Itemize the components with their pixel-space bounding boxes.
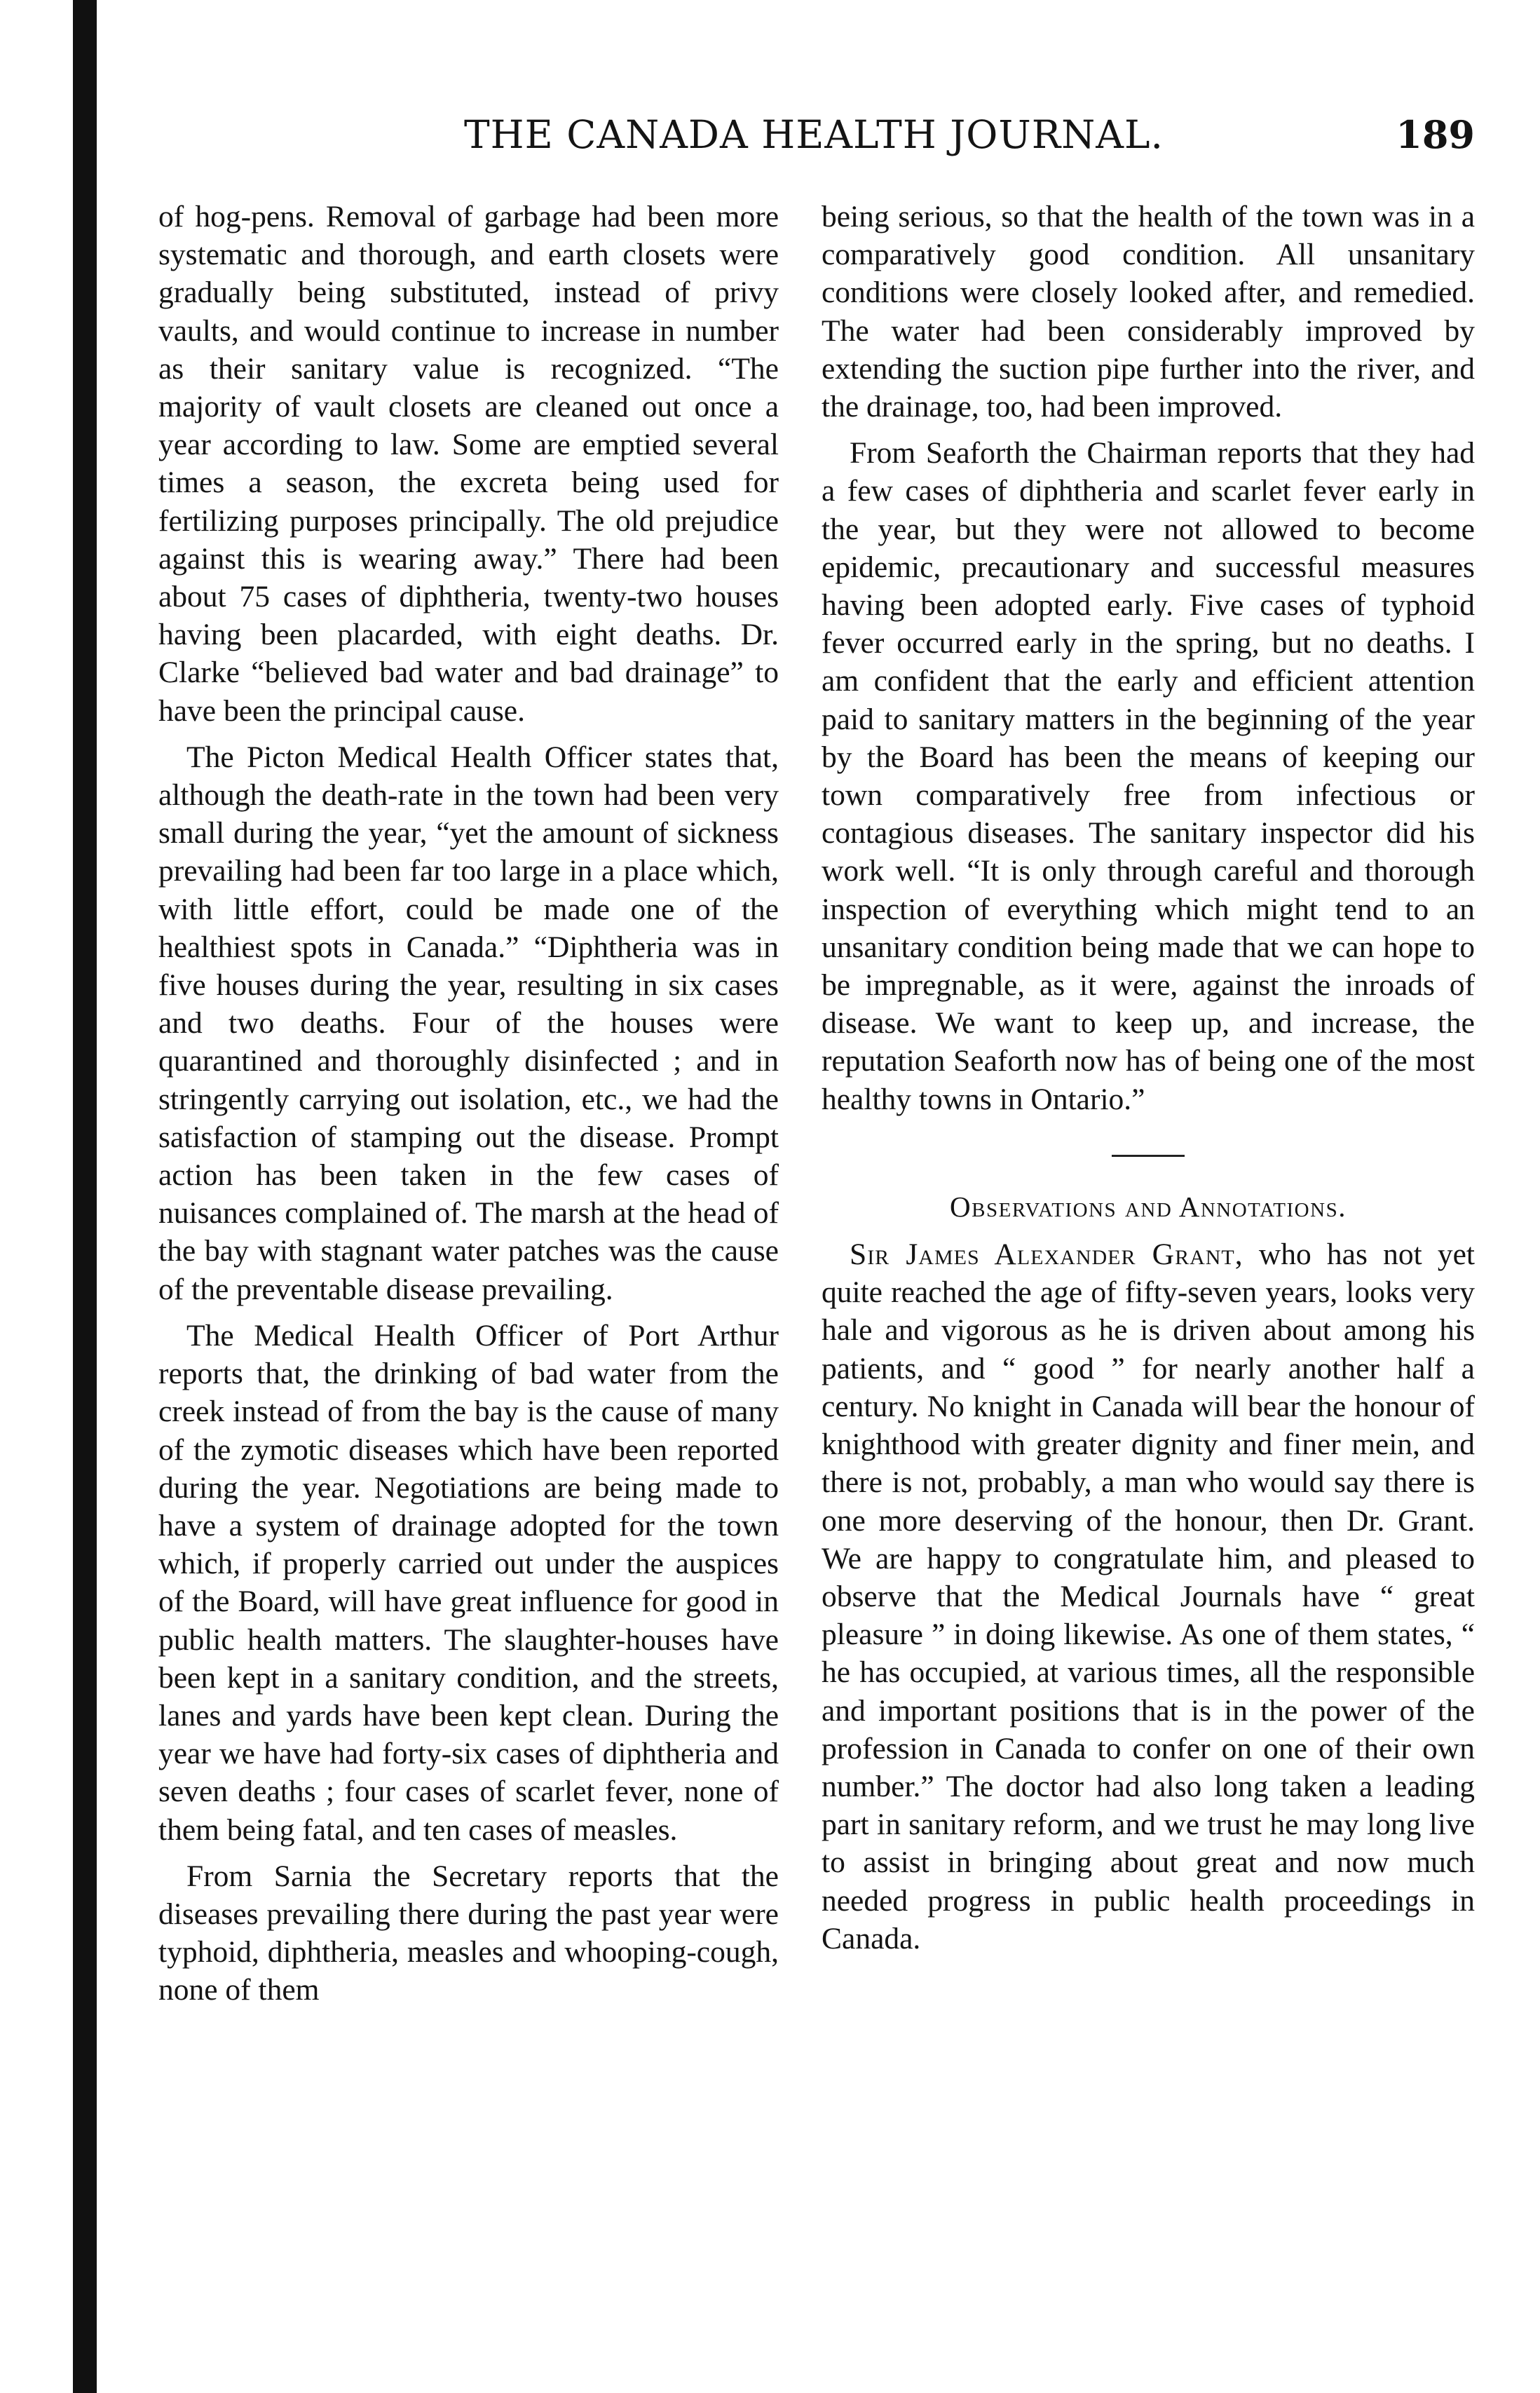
paragraph: of hog-pens. Removal of garbage had been more systematic and thorough, and earth closets were gradually being substituted, instead of privy vaults, and would continue to increase in number as their sanitary value is recognized. “The majority of vault closets are cleaned out once a year according to law. Some are emptied several times a season, the excreta being used for fertilizing purposes principally. The old prejudice against this is wearing away.” There had been about 75 cases of diphtheria, twenty-two houses having been placarded, with eight deaths. Dr. Clarke “believed bad water and bad drainage” to have been the principal cause. bbox=[158, 200, 779, 728]
running-title: THE CANADA HEALTH JOURNAL. bbox=[464, 112, 1164, 157]
paragraph-text: who has not yet quite reached the age of fifty-seven years, looks very hale and vigorous as he is driven about among his patients, and “ good ” for nearly another half a century. No knight in Canada will bear the honour of knighthood with greater dignity and finer mein, and there is not, probably, a man who would say there is one more deserving of the honour, then Dr. Grant. We are happy to congratulate him, and pleased to observe that the Medical Journals have “ great pleasure ” in doing likewise. As one of them states, “ he has occupied, at various times, all the responsible and important positions that is in the power of the profession in Canada to confer on one of their own number.” The doctor had also long taken a leading part in sanitary reform, and we trust he may long live to assist in bringing about great and now much needed progress in public health proceedings in Canada. bbox=[822, 1238, 1475, 1955]
page-binding-edge bbox=[73, 0, 97, 2393]
page-number: 189 bbox=[1396, 112, 1475, 157]
paragraph: The Picton Medical Health Officer states that, although the death-rate in the town had been very small during the year, “yet the amount of sickness prevailing had been far too large in a place which, with little effort, could be made one of the healthiest spots in Canada.” “Diphtheria was in five houses during the year, resulting in six cases and two deaths. Four of the houses were quarantined and thoroughly disinfected ; and in stringently carrying out isolation, etc., we had the satisfaction of stamping out the disease. Prompt action has been taken in the few cases of nuisances complained of. The marsh at the head of the bay with stagnant water patches was the cause of the preventable disease prevailing. bbox=[158, 740, 779, 1306]
paragraph: From Sarnia the Secretary reports that the diseases prevailing there during the past year were typhoid, diphtheria, measles and whooping-cough, none of them bbox=[158, 1859, 779, 2007]
left-column bbox=[158, 198, 779, 2336]
person-name: Sir James Alexander Grant, bbox=[850, 1238, 1243, 1272]
paragraph: The Medical Health Officer of Port Arthur reports that, the drinking of bad water from the creek instead of from the bay is the cause of many of the zymotic diseases which have been reported during the year. Negotiations are being made to have a system of drainage adopted for the town which, if properly carried out under the auspices of the Board, will have great influence for good in public health matters. The slaughter-houses have been kept in a sanitary condition, and the streets, lanes and yards have been kept clean. During the year we have had forty-six cases of diphtheria and seven deaths ; four cases of scarlet fever, none of them being fatal, and ten cases of measles. bbox=[158, 1318, 779, 1847]
page-header bbox=[464, 112, 1475, 168]
paragraph: being serious, so that the health of the town was in a comparatively good condition. All unsanitary conditions were closely looked after, and remedied. The water had been considerably improved by extending the suction pipe further into the river, and the drainage, too, had been improved. bbox=[822, 200, 1475, 424]
section-heading: Observations and Annotations. bbox=[950, 1190, 1347, 1223]
binding-mark bbox=[83, 2195, 87, 2223]
paragraph: From Seaforth the Chairman reports that they had a few cases of diphtheria and scarlet fever early in the year, but they were not allowed to become epidemic, precautionary and successful measures having been adopted early. Five cases of typhoid fever occurred early in the spring, but no deaths. I am confident that the early and efficient attention paid to sanitary matters in the beginning of the year by the Board has been the means of keeping our town comparatively free from infectious or contagious diseases. The sanitary inspector did his work well. “It is only through careful and thorough inspection of everything which might tend to an unsanitary condition being made that we can hope to be impregnable, as it were, against the inroads of disease. We want to keep up, and increase, the reputation Seaforth now has of being one of the most healthy towns in Ontario.” bbox=[822, 436, 1475, 1116]
section-divider bbox=[1112, 1155, 1185, 1157]
paragraph bbox=[822, 1235, 1475, 1958]
right-column bbox=[822, 198, 1475, 2336]
